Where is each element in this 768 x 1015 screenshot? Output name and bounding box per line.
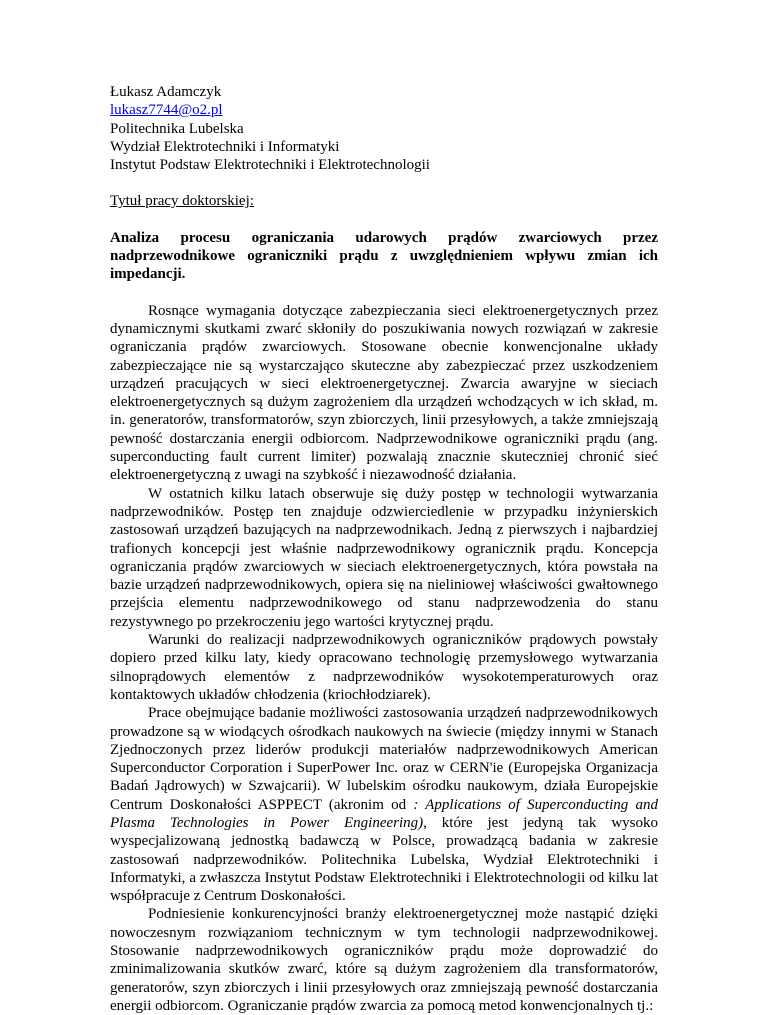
spacer <box>110 174 658 192</box>
thesis-title: Analiza procesu ograniczania udarowych prądów zwarciowych przez nadprzewodnikowe ograniczniki prądu z uwzględnieniem wpływu zmian ich impedancji. <box>110 229 658 283</box>
spacer <box>110 211 658 229</box>
faculty-name: Wydział Elektrotechniki i Informatyki <box>110 138 340 155</box>
paragraph-4-start: Prace obejmujące badanie możliwości zastosowania urządzeń nadprzewodnikowych prowadzone są w wiodących ośrodkach naukowych na świecie (między innymi w Stanach Zjednoczonych przez liderów produkcji materiałów nadprzewodnikowych American Superconductor Corporation i SuperPower Inc. oraz w CERN'ie (Europejska Organizacja Badań Jądrowych) w Szwajcarii). W lubelskim ośrodku naukowym, działa Europejskie Centrum Doskonałości ASPPECT (akronim od <box>110 705 658 813</box>
paragraph-3: Warunki do realizacji nadprzewodnikowych ograniczników prądowych powstały dopiero przed kilku laty, kiedy opracowano technologię przemysłowego wytwarzania silnoprądowych elementów z nadprzewodników wysokotemperaturowych oraz kontaktowych układów chłodzenia (kriochłodziarek). <box>110 632 658 703</box>
paragraph-5: Podniesienie konkurencyjności branży elektroenergetycznej może nastąpić dzięki nowoczesnym rozwiązaniom technicznym w tym technologii nadprzewodnikowej. Stosowanie nadprzewodnikowych ograniczników prądu może doprowadzić do zminimalizowania skutków zwarć, które są dużym zagrożeniem dla transformatorów, generatorów, szyn zbiorczych i linii przesyłowych oraz zmniejszają pewność dostarczania energii odbiorcom. Ograniczanie prądów zwarcia za pomocą metod konwencjonalnych tj.: <box>110 906 658 1014</box>
body-text <box>110 302 658 1015</box>
paragraph-4-italic: : Applications of Superconducting and Plasma Technologies in Power Engineering) <box>110 796 658 831</box>
paragraph-1: Rosnące wymagania dotyczące zabezpieczania sieci elektroenergetycznych przez dynamicznymi skutkami zwarć skłoniły do poszukiwania nowych rozwiązań w zakresie ograniczania prądów zwarciowych. Stosowane obecnie konwencjonalne układy zabezpieczające nie są wystarczająco skuteczne aby zabezpieczać przez uszkodzeniem urządzeń pracujących w sieci elektroenergetycznej. Zwarcia awaryjne w sieciach elektroenergetycznych są dużym zagrożeniem dla urządzeń wchodzących w ich skład, m. in. generatorów, transformatorów, szyn zbiorczych, linii przesyłowych, a także zmniejszają pewność dostarczania energii odbiorcom. Nadprzewodnikowe ograniczniki prądu (ang. superconducting fault current limiter) pozwalają znacznie skuteczniej chronić sieć elektroenergetyczną z uwagi na szybkość i niezawodność działania. <box>110 302 658 484</box>
spacer <box>110 284 658 302</box>
paragraph-2: W ostatnich kilku latach obserwuje się duży postęp w technologii wytwarzania nadprzewodników. Postęp ten znajduje odzwierciedlenie w przypadku inżynierskich zastosowań urządzeń bazujących na nadprzewodnikach. Jedną z pierwszych i najbardziej trafionych koncepcji jest właśnie nadprzewodnikowy ogranicznik prądu. Koncepcja ograniczania prądów zwarciowych w sieciach elektroenergetycznych, która powstała na bazie urządzeń nadprzewodnikowych, opiera się na nieliniowej właściwości gwałtownego przejścia elementu nadprzewodnikowego od stanu nadprzewodzenia do stanu rezystywnego po przekroczeniu jego wartości krytycznej prądu. <box>110 485 658 630</box>
document-page <box>110 83 658 1015</box>
paragraph-4-end: , które jest jedyną tak wysoko wyspecjalizowaną jednostką badawczą w Polsce, prowadzącą badania w zakresie zastosowań nadprzewodników. Politechnika Lubelska, Wydział Elektrotechniki i Informatyki, a zwłaszcza Instytut Podstaw Elektrotechniki i Elektrotechnologii od kilku lat współpracuje z Centrum Doskonałości. <box>110 814 658 905</box>
author-email-link[interactable]: lukasz7744@o2.pl <box>110 102 223 119</box>
author-name: Łukasz Adamczyk <box>110 84 222 100</box>
paragraph-4 <box>110 704 658 905</box>
thesis-label: Tytuł pracy doktorskiej: <box>110 193 254 210</box>
university-name: Politechnika Lubelska <box>110 120 244 137</box>
institute-name: Instytut Podstaw Elektrotechniki i Elektrotechnologii <box>110 157 430 174</box>
author-block <box>110 83 658 174</box>
